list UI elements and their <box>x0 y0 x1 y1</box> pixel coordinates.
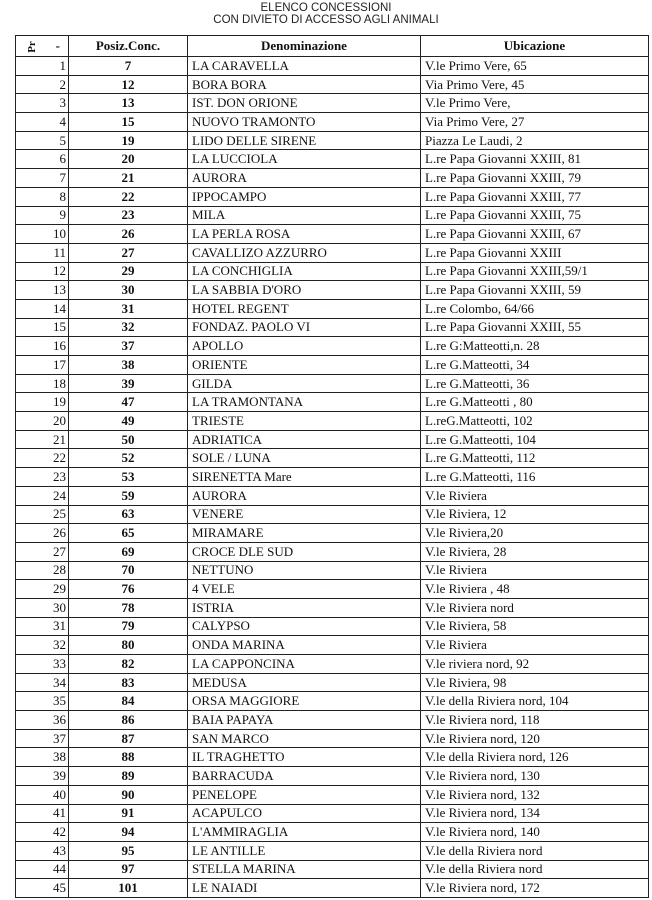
posiz-conc-cell: 65 <box>69 524 188 543</box>
table-row <box>16 337 649 356</box>
table-row <box>16 748 649 767</box>
table-row <box>16 542 649 561</box>
ubicazione-cell: L.re Papa Giovanni XXIII, 81 <box>421 150 649 169</box>
row-number: 24 <box>16 486 69 505</box>
ubicazione-cell: V.le Riviera nord, 140 <box>421 823 649 842</box>
ubicazione-cell: L.re Papa Giovanni XXIII, 59 <box>421 281 649 300</box>
ubicazione-cell: V.le Primo Vere, 65 <box>421 57 649 76</box>
ubicazione-cell: V.le Riviera, 28 <box>421 542 649 561</box>
ubicazione-cell: V.le Riviera nord, 118 <box>421 711 649 730</box>
posiz-conc-cell: 86 <box>69 711 188 730</box>
posiz-conc-cell: 82 <box>69 655 188 674</box>
ubicazione-cell: L.re Papa Giovanni XXIII, 77 <box>421 187 649 206</box>
table-row <box>16 580 649 599</box>
row-number: 22 <box>16 449 69 468</box>
table-row <box>16 860 649 879</box>
denominazione-cell: STELLA MARINA <box>188 860 421 879</box>
table-row <box>16 505 649 524</box>
row-number: 37 <box>16 729 69 748</box>
denominazione-cell: LIDO DELLE SIRENE <box>188 131 421 150</box>
row-number: 9 <box>16 206 69 225</box>
row-number: 11 <box>16 243 69 262</box>
posiz-conc-cell: 32 <box>69 318 188 337</box>
row-number: 34 <box>16 673 69 692</box>
denominazione-cell: CALYPSO <box>188 617 421 636</box>
denominazione-cell: VENERE <box>188 505 421 524</box>
posiz-conc-cell: 95 <box>69 841 188 860</box>
table-row <box>16 393 649 412</box>
header-denominazione: Denominazione <box>188 36 421 57</box>
posiz-conc-cell: 101 <box>69 879 188 898</box>
row-number: 16 <box>16 337 69 356</box>
header-pr-label: Pr <box>25 40 38 53</box>
denominazione-cell: ORIENTE <box>188 356 421 375</box>
ubicazione-cell: L.re Papa Giovanni XXIII <box>421 243 649 262</box>
table-row <box>16 187 649 206</box>
denominazione-cell: L'AMMIRAGLIA <box>188 823 421 842</box>
row-number: 30 <box>16 598 69 617</box>
row-number: 4 <box>16 113 69 132</box>
posiz-conc-cell: 94 <box>69 823 188 842</box>
row-number: 10 <box>16 225 69 244</box>
posiz-conc-cell: 29 <box>69 262 188 281</box>
table-row <box>16 879 649 898</box>
row-number: 1 <box>16 57 69 76</box>
ubicazione-cell: V.le Riviera , 48 <box>421 580 649 599</box>
ubicazione-cell: L.re G.Matteotti, 34 <box>421 356 649 375</box>
ubicazione-cell: V.le riviera nord, 92 <box>421 655 649 674</box>
ubicazione-cell: L.re G.Matteotti, 112 <box>421 449 649 468</box>
posiz-conc-cell: 59 <box>69 486 188 505</box>
table-row <box>16 804 649 823</box>
table-row <box>16 262 649 281</box>
header-pr <box>16 36 69 57</box>
posiz-conc-cell: 97 <box>69 860 188 879</box>
table-header-row <box>16 36 649 57</box>
table-row <box>16 524 649 543</box>
row-number: 20 <box>16 412 69 431</box>
row-number: 38 <box>16 748 69 767</box>
posiz-conc-cell: 63 <box>69 505 188 524</box>
ubicazione-cell: L.re Colombo, 64/66 <box>421 299 649 318</box>
table-row <box>16 206 649 225</box>
row-number: 6 <box>16 150 69 169</box>
posiz-conc-cell: 50 <box>69 430 188 449</box>
denominazione-cell: NETTUNO <box>188 561 421 580</box>
ubicazione-cell: L.reG.Matteotti, 102 <box>421 412 649 431</box>
table-row <box>16 430 649 449</box>
table-row <box>16 150 649 169</box>
row-number: 8 <box>16 187 69 206</box>
ubicazione-cell: V.le Riviera nord, 134 <box>421 804 649 823</box>
table-row <box>16 692 649 711</box>
posiz-conc-cell: 78 <box>69 598 188 617</box>
table-row <box>16 636 649 655</box>
table-row <box>16 486 649 505</box>
ubicazione-cell: V.le della Riviera nord <box>421 860 649 879</box>
posiz-conc-cell: 70 <box>69 561 188 580</box>
ubicazione-cell: Piazza Le Laudi, 2 <box>421 131 649 150</box>
denominazione-cell: LE NAIADI <box>188 879 421 898</box>
ubicazione-cell: L.re G:Matteotti,n. 28 <box>421 337 649 356</box>
row-number: 13 <box>16 281 69 300</box>
posiz-conc-cell: 89 <box>69 767 188 786</box>
denominazione-cell: 4 VELE <box>188 580 421 599</box>
ubicazione-cell: L.re Papa Giovanni XXIII, 55 <box>421 318 649 337</box>
table-body <box>16 57 649 898</box>
denominazione-cell: SOLE / LUNA <box>188 449 421 468</box>
ubicazione-cell: V.le della Riviera nord <box>421 841 649 860</box>
table-row <box>16 94 649 113</box>
posiz-conc-cell: 38 <box>69 356 188 375</box>
posiz-conc-cell: 22 <box>69 187 188 206</box>
table-row <box>16 75 649 94</box>
posiz-conc-cell: 20 <box>69 150 188 169</box>
row-number: 26 <box>16 524 69 543</box>
ubicazione-cell: Via Primo Vere, 27 <box>421 113 649 132</box>
ubicazione-cell: V.le Riviera nord, 132 <box>421 785 649 804</box>
table-row <box>16 281 649 300</box>
table-row <box>16 468 649 487</box>
ubicazione-cell: L.re G.Matteotti, 36 <box>421 374 649 393</box>
ubicazione-cell: V.le della Riviera nord, 104 <box>421 692 649 711</box>
header-ubicazione: Ubicazione <box>421 36 649 57</box>
row-number: 18 <box>16 374 69 393</box>
ubicazione-cell: Via Primo Vere, 45 <box>421 75 649 94</box>
denominazione-cell: ACAPULCO <box>188 804 421 823</box>
ubicazione-cell: L.re Papa Giovanni XXIII,59/1 <box>421 262 649 281</box>
denominazione-cell: BORA BORA <box>188 75 421 94</box>
denominazione-cell: CAVALLIZO AZZURRO <box>188 243 421 262</box>
row-number: 23 <box>16 468 69 487</box>
posiz-conc-cell: 39 <box>69 374 188 393</box>
posiz-conc-cell: 31 <box>69 299 188 318</box>
ubicazione-cell: L.re Papa Giovanni XXIII, 75 <box>421 206 649 225</box>
table-row <box>16 131 649 150</box>
row-number: 7 <box>16 169 69 188</box>
posiz-conc-cell: 15 <box>69 113 188 132</box>
denominazione-cell: LA SABBIA D'ORO <box>188 281 421 300</box>
ubicazione-cell: V.le Riviera nord, 172 <box>421 879 649 898</box>
row-number: 28 <box>16 561 69 580</box>
row-number: 27 <box>16 542 69 561</box>
posiz-conc-cell: 19 <box>69 131 188 150</box>
ubicazione-cell: L.re Papa Giovanni XXIII, 67 <box>421 225 649 244</box>
posiz-conc-cell: 12 <box>69 75 188 94</box>
ubicazione-cell: V.le Riviera nord, 130 <box>421 767 649 786</box>
posiz-conc-cell: 88 <box>69 748 188 767</box>
document-subtitle: CON DIVIETO DI ACCESSO AGLI ANIMALI <box>213 14 439 26</box>
row-number: 43 <box>16 841 69 860</box>
denominazione-cell: IPPOCAMPO <box>188 187 421 206</box>
table-row <box>16 655 649 674</box>
header-posiz-conc: Posiz.Conc. <box>69 36 188 57</box>
row-number: 40 <box>16 785 69 804</box>
denominazione-cell: NUOVO TRAMONTO <box>188 113 421 132</box>
table-row <box>16 767 649 786</box>
posiz-conc-cell: 79 <box>69 617 188 636</box>
table-row <box>16 823 649 842</box>
table-row <box>16 243 649 262</box>
ubicazione-cell: V.le Riviera, 12 <box>421 505 649 524</box>
posiz-conc-cell: 7 <box>69 57 188 76</box>
row-number: 32 <box>16 636 69 655</box>
denominazione-cell: PENELOPE <box>188 785 421 804</box>
table-row <box>16 561 649 580</box>
denominazione-cell: ADRIATICA <box>188 430 421 449</box>
row-number: 29 <box>16 580 69 599</box>
row-number: 36 <box>16 711 69 730</box>
denominazione-cell: IST. DON ORIONE <box>188 94 421 113</box>
row-number: 2 <box>16 75 69 94</box>
row-number: 39 <box>16 767 69 786</box>
table-row <box>16 356 649 375</box>
denominazione-cell: LE ANTILLE <box>188 841 421 860</box>
posiz-conc-cell: 37 <box>69 337 188 356</box>
table-row <box>16 113 649 132</box>
denominazione-cell: CROCE DLE SUD <box>188 542 421 561</box>
posiz-conc-cell: 47 <box>69 393 188 412</box>
row-number: 42 <box>16 823 69 842</box>
row-number: 15 <box>16 318 69 337</box>
denominazione-cell: APOLLO <box>188 337 421 356</box>
table-row <box>16 598 649 617</box>
posiz-conc-cell: 52 <box>69 449 188 468</box>
row-number: 31 <box>16 617 69 636</box>
row-number: 5 <box>16 131 69 150</box>
denominazione-cell: FONDAZ. PAOLO VI <box>188 318 421 337</box>
table-row <box>16 617 649 636</box>
denominazione-cell: LA CAPPONCINA <box>188 655 421 674</box>
row-number: 14 <box>16 299 69 318</box>
table-row <box>16 169 649 188</box>
denominazione-cell: HOTEL REGENT <box>188 299 421 318</box>
row-number: 33 <box>16 655 69 674</box>
posiz-conc-cell: 90 <box>69 785 188 804</box>
posiz-conc-cell: 26 <box>69 225 188 244</box>
denominazione-cell: MILA <box>188 206 421 225</box>
ubicazione-cell: L.re Papa Giovanni XXIII, 79 <box>421 169 649 188</box>
row-number: 21 <box>16 430 69 449</box>
posiz-conc-cell: 84 <box>69 692 188 711</box>
posiz-conc-cell: 69 <box>69 542 188 561</box>
table-row <box>16 299 649 318</box>
denominazione-cell: GILDA <box>188 374 421 393</box>
row-number: 3 <box>16 94 69 113</box>
denominazione-cell: BAIA PAPAYA <box>188 711 421 730</box>
denominazione-cell: IL TRAGHETTO <box>188 748 421 767</box>
posiz-conc-cell: 23 <box>69 206 188 225</box>
denominazione-cell: ONDA MARINA <box>188 636 421 655</box>
ubicazione-cell: V.le Riviera <box>421 486 649 505</box>
denominazione-cell: ISTRIA <box>188 598 421 617</box>
posiz-conc-cell: 30 <box>69 281 188 300</box>
posiz-conc-cell: 76 <box>69 580 188 599</box>
row-number: 17 <box>16 356 69 375</box>
ubicazione-cell: V.le Primo Vere, <box>421 94 649 113</box>
table-row <box>16 711 649 730</box>
document-title: ELENCO CONCESSIONI <box>260 2 392 14</box>
header-dot: - <box>55 37 60 53</box>
table-row <box>16 57 649 76</box>
table-row <box>16 449 649 468</box>
posiz-conc-cell: 27 <box>69 243 188 262</box>
denominazione-cell: SIRENETTA Mare <box>188 468 421 487</box>
ubicazione-cell: V.le Riviera <box>421 636 649 655</box>
table-row <box>16 673 649 692</box>
posiz-conc-cell: 13 <box>69 94 188 113</box>
table-row <box>16 729 649 748</box>
posiz-conc-cell: 21 <box>69 169 188 188</box>
denominazione-cell: MEDUSA <box>188 673 421 692</box>
row-number: 35 <box>16 692 69 711</box>
denominazione-cell: LA PERLA ROSA <box>188 225 421 244</box>
ubicazione-cell: V.le Riviera nord, 120 <box>421 729 649 748</box>
denominazione-cell: BARRACUDA <box>188 767 421 786</box>
ubicazione-cell: V.le Riviera nord <box>421 598 649 617</box>
denominazione-cell: LA CARAVELLA <box>188 57 421 76</box>
denominazione-cell: LA CONCHIGLIA <box>188 262 421 281</box>
row-number: 19 <box>16 393 69 412</box>
table-row <box>16 225 649 244</box>
denominazione-cell: LA TRAMONTANA <box>188 393 421 412</box>
ubicazione-cell: V.le Riviera <box>421 561 649 580</box>
posiz-conc-cell: 91 <box>69 804 188 823</box>
table-row <box>16 374 649 393</box>
posiz-conc-cell: 87 <box>69 729 188 748</box>
row-number: 45 <box>16 879 69 898</box>
table-row <box>16 318 649 337</box>
posiz-conc-cell: 49 <box>69 412 188 431</box>
concessions-table <box>15 35 649 898</box>
row-number: 41 <box>16 804 69 823</box>
posiz-conc-cell: 83 <box>69 673 188 692</box>
denominazione-cell: AURORA <box>188 169 421 188</box>
denominazione-cell: AURORA <box>188 486 421 505</box>
table-row <box>16 785 649 804</box>
ubicazione-cell: V.le Riviera,20 <box>421 524 649 543</box>
row-number: 44 <box>16 860 69 879</box>
table-row <box>16 841 649 860</box>
denominazione-cell: SAN MARCO <box>188 729 421 748</box>
denominazione-cell: LA LUCCIOLA <box>188 150 421 169</box>
row-number: 25 <box>16 505 69 524</box>
denominazione-cell: MIRAMARE <box>188 524 421 543</box>
ubicazione-cell: L.re G.Matteotti, 104 <box>421 430 649 449</box>
ubicazione-cell: V.le Riviera, 58 <box>421 617 649 636</box>
denominazione-cell: TRIESTE <box>188 412 421 431</box>
ubicazione-cell: V.le Riviera, 98 <box>421 673 649 692</box>
denominazione-cell: ORSA MAGGIORE <box>188 692 421 711</box>
table-row <box>16 412 649 431</box>
posiz-conc-cell: 80 <box>69 636 188 655</box>
row-number: 12 <box>16 262 69 281</box>
ubicazione-cell: V.le della Riviera nord, 126 <box>421 748 649 767</box>
ubicazione-cell: L.re G.Matteotti , 80 <box>421 393 649 412</box>
ubicazione-cell: L.re G.Matteotti, 116 <box>421 468 649 487</box>
posiz-conc-cell: 53 <box>69 468 188 487</box>
